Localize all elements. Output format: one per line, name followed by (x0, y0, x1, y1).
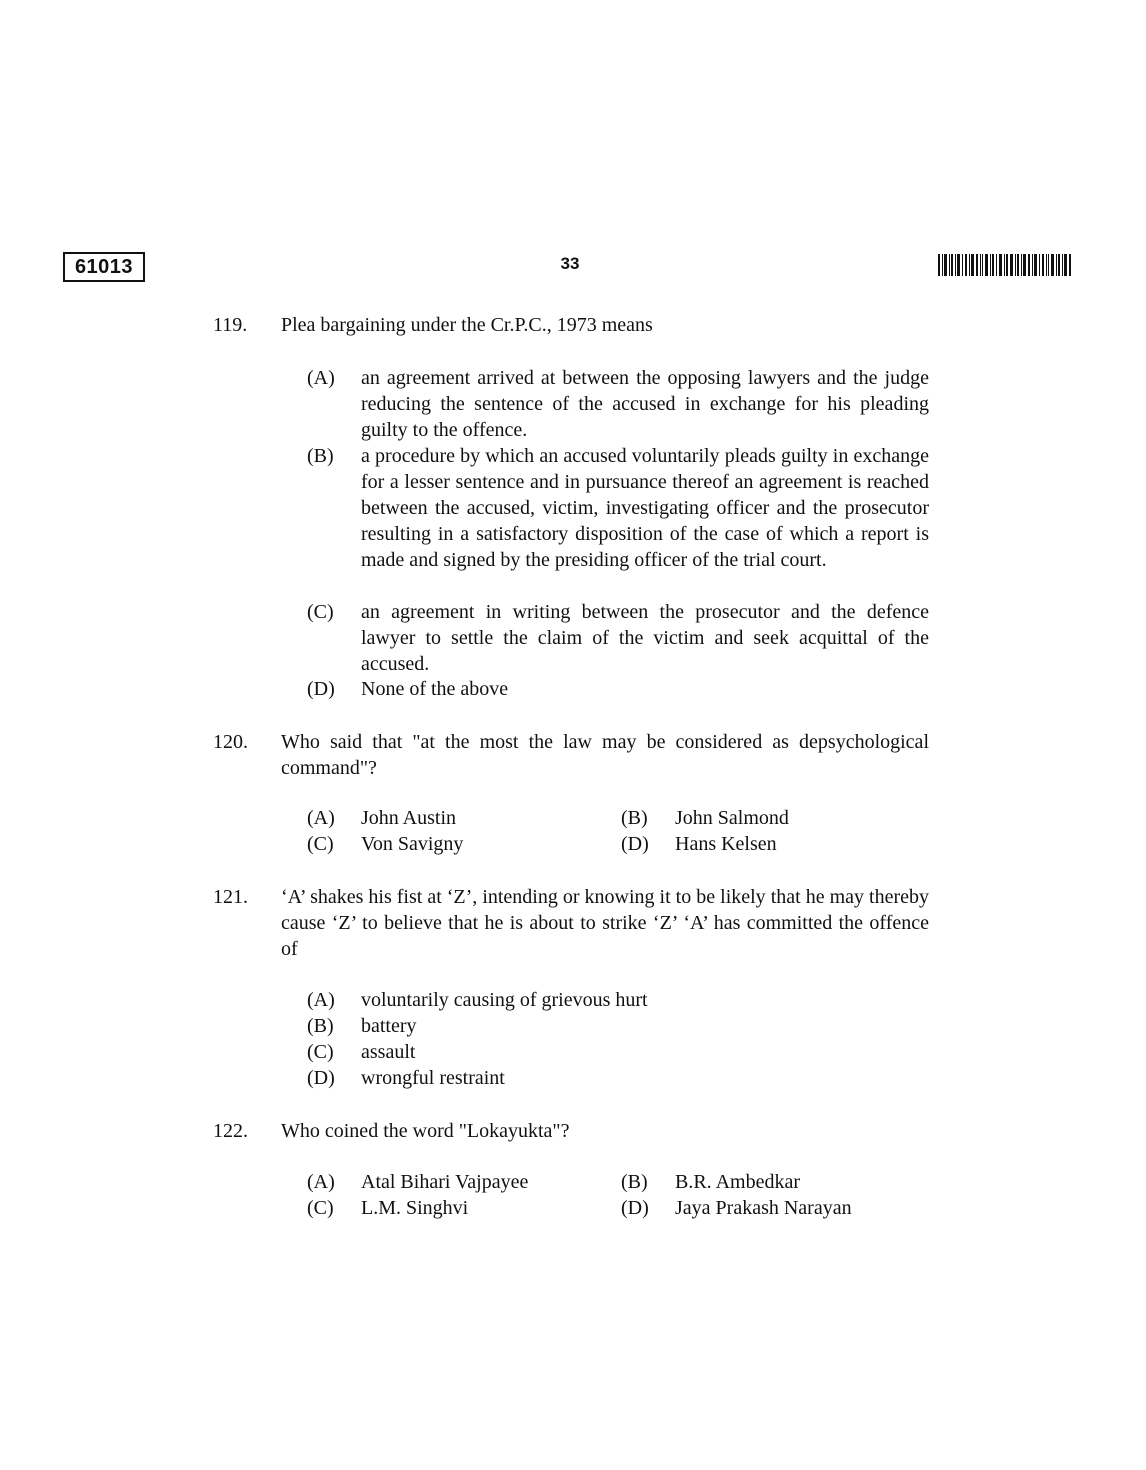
option-121-b (307, 1013, 929, 1039)
option-letter: (B) (621, 1171, 648, 1193)
option-text: assault (361, 1041, 416, 1063)
option-letter: (A) (307, 367, 335, 389)
option-text: Jaya Prakash Narayan (675, 1197, 852, 1219)
option-text: John Austin (361, 807, 457, 829)
option-letter: (A) (307, 1171, 335, 1193)
page-number: 33 (560, 254, 580, 273)
option-text: Von Savigny (361, 833, 464, 855)
option-120-c (307, 831, 607, 857)
option-text: Atal Bihari Vajpayee (361, 1171, 529, 1193)
option-text: a procedure by which an accused voluntarily pleads guilty in exchange for a lesser sentence and in pursuance thereof an agreement is reached between the accused, victim, investigating officer and the prosecutor resulting in a satisfactory disposition of the case of which a report is made and signed by the presiding officer of the trial court. (361, 445, 929, 571)
option-text: voluntarily causing of grievous hurt (361, 989, 648, 1011)
option-119-a (307, 365, 929, 443)
option-letter: (C) (307, 1197, 334, 1219)
option-text: Hans Kelsen (675, 833, 777, 855)
option-text: L.M. Singhvi (361, 1197, 469, 1219)
option-letter: (D) (307, 1067, 335, 1089)
option-text: wrongful restraint (361, 1067, 505, 1089)
option-119-d (307, 676, 929, 702)
option-text: None of the above (361, 678, 509, 700)
question-number: 119. (213, 314, 248, 336)
option-letter: (B) (307, 1015, 334, 1037)
question-number: 122. (213, 1120, 248, 1142)
option-122-b (621, 1169, 921, 1195)
option-letter: (B) (621, 807, 648, 829)
option-text: an agreement arrived at between the opposing lawyers and the judge reducing the sentence of the accused in exchange for his pleading guilty to the offence. (361, 367, 929, 441)
option-letter: (A) (307, 989, 335, 1011)
option-122-a (307, 1169, 607, 1195)
paper-code: 61013 (74, 256, 134, 278)
option-letter: (B) (307, 445, 334, 467)
option-letter: (C) (307, 601, 334, 623)
question-text: Who coined the word "Lokayukta"? (281, 1120, 570, 1142)
option-letter: (D) (621, 833, 649, 855)
question-number: 121. (213, 886, 248, 908)
barcode (938, 254, 1072, 276)
option-120-a (307, 805, 607, 831)
option-122-c (307, 1195, 607, 1221)
option-119-c (307, 599, 929, 677)
option-119-b (307, 443, 929, 599)
question-text: Plea bargaining under the Cr.P.C., 1973 means (281, 314, 653, 336)
option-120-b (621, 805, 921, 831)
option-text: battery (361, 1015, 417, 1037)
option-122-d (621, 1195, 921, 1221)
option-121-a (307, 987, 929, 1013)
option-letter: (A) (307, 807, 335, 829)
option-120-d (621, 831, 921, 857)
option-text: B.R. Ambedkar (675, 1171, 800, 1193)
option-text: an agreement in writing between the prosecutor and the defence lawyer to settle the claim of the victim and seek acquittal of the accused. (361, 601, 929, 675)
option-121-d (307, 1065, 929, 1091)
option-letter: (D) (621, 1197, 649, 1219)
option-text: John Salmond (675, 807, 789, 829)
option-letter: (C) (307, 1041, 334, 1063)
question-number: 120. (213, 731, 248, 753)
option-121-c (307, 1039, 929, 1065)
question-text: Who said that "at the most the law may be considered as depsychological command"? (281, 731, 929, 779)
question-text: ‘A’ shakes his fist at ‘Z’, intending or knowing it to be likely that he may thereby cause ‘Z’ to believe that he is about to strike ‘Z’ ‘A’ has committed the offence of (281, 886, 929, 960)
paper-code-box (63, 252, 145, 282)
option-letter: (D) (307, 678, 335, 700)
option-letter: (C) (307, 833, 334, 855)
